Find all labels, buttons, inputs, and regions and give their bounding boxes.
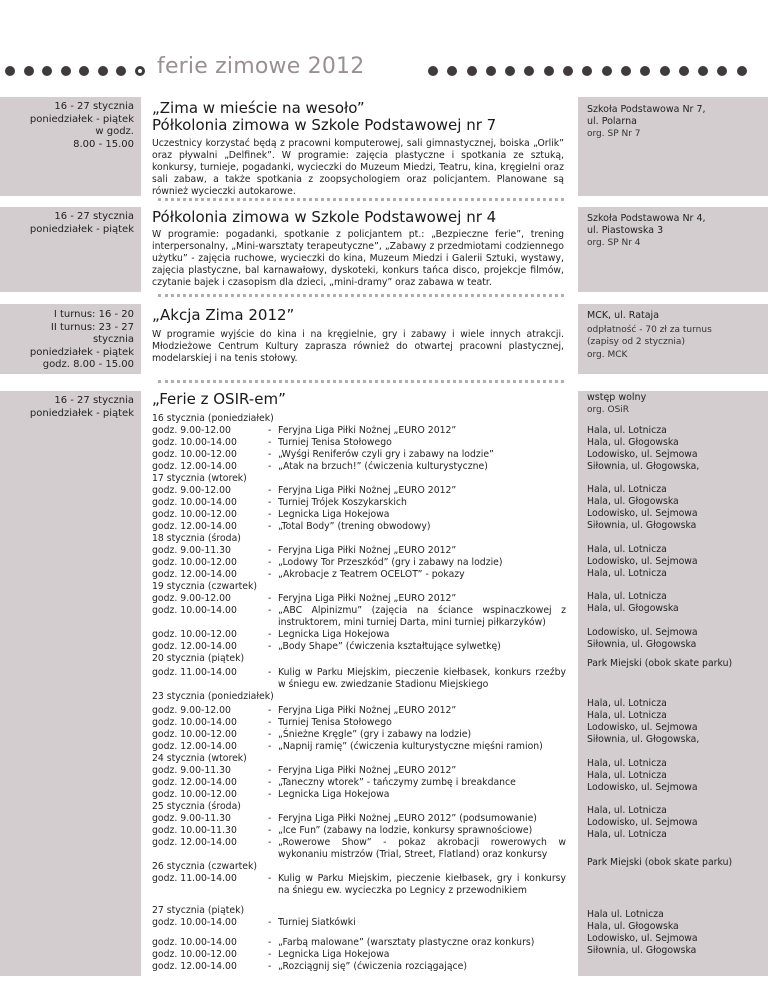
section-body: W programie: pogadanki, spotkanie z policjantem pt.: „Bezpieczne ferie”, trening interpersonalny, „Mini-warsztaty terapeutyczne”, „Zabawy z przedmiotami codziennego użytku” - zajęcia ruchowe, wycieczki do kina, Muzeum Miedzi i Galerii Sztuki, wystawy, zajęcia plastyczne, bal karnawałowy, dyskoteki, konkurs tańca disco, projekcje filmów, czytanie bajek i czasopism dla dzieci, „mini-dramy” oraz zabawa w teatr. — [152, 229, 564, 289]
location-line: Hala, ul. Lotnicza — [587, 698, 667, 709]
location-line: ul. Polarna — [587, 116, 637, 128]
schedule-time: godz. 12.00-14.00 — [152, 521, 237, 532]
dot-icon — [42, 66, 52, 76]
dot-icon — [98, 66, 108, 76]
dot-icon — [717, 66, 727, 76]
schedule-time: godz. 9.00-11.30 — [152, 545, 231, 556]
dash-bullet: - — [268, 813, 272, 824]
schedule-day-label: 20 stycznia (piątek) — [152, 653, 245, 664]
dash-bullet: - — [268, 873, 272, 884]
schedule-time: godz. 9.00-12.00 — [152, 485, 231, 496]
section-body: Uczestnicy korzystać będą z pracowni komputerowej, sali gimnastycznej, boiska „Orlik” oraz pływalni „Delfinek”. W programie: zajęcia plastyczne i spotkania ze sztuką, konkursy, turnieje, pogadanki, wycieczki do Muzeum Miedzi, Teatru, kina, kręgielni oraz sali zabaw, a także spotkania z zoopsychologiem oraz policjantem. Planowane są również wycieczki autokarowe. — [152, 138, 564, 198]
location-block — [587, 857, 765, 869]
schedule-day-label: 24 stycznia (wtorek) — [152, 753, 247, 764]
date-line: 16 - 27 stycznia — [54, 395, 134, 406]
date-line: poniedziałek - piątek — [29, 223, 134, 235]
dot-icon — [737, 66, 747, 76]
location-line: Park Miejski (obok skate parku) — [587, 658, 733, 669]
schedule-time: godz. 12.00-14.00 — [152, 569, 237, 580]
dash-bullet: - — [268, 425, 272, 436]
schedule-day-label: 18 stycznia (środa) — [152, 533, 241, 544]
location-line: wstęp wolny — [587, 392, 647, 403]
date-line: w godz. — [95, 126, 134, 137]
section-body: W programie wyjście do kina i na kręgielnie, gry i zabawy i wiele innych atrakcji. Młodzieżowe Centrum Kultury zaprasza również do otwartej pracowni plastycznej, modelarskiej i na tenis stołowy. — [152, 329, 564, 365]
schedule-activity: „Napnij ramię” (ćwiczenia kulturystyczne mięśni ramion) — [278, 741, 543, 752]
location-line: Hala, ul. Lotnicza — [587, 425, 667, 436]
schedule-time: godz. 9.00-11.30 — [152, 813, 231, 824]
location-line: Siłownia, ul. Głogowska, — [587, 734, 700, 745]
schedule-time: godz. 12.00-14.00 — [152, 777, 237, 788]
section-3-content — [152, 307, 564, 365]
schedule-time: godz. 12.00-14.00 — [152, 961, 237, 972]
dash-bullet: - — [268, 729, 272, 740]
location-block — [587, 627, 765, 651]
schedule-activity: Kulig w Parku Miejskim, pieczenie kiełbasek, gry i konkursy na śniegu ew. wycieczka po Legnicy z przewodnikiem — [278, 873, 566, 896]
location-line: Hala, ul. Głogowska — [587, 437, 679, 448]
dash-bullet: - — [268, 705, 272, 716]
dash-bullet: - — [268, 641, 272, 652]
dash-bullet: - — [268, 497, 272, 508]
dash-bullet: - — [268, 917, 272, 928]
location-line: ul. Piastowska 3 — [587, 225, 664, 237]
dot-icon — [486, 66, 496, 76]
dotted-divider — [158, 294, 564, 298]
dot-icon — [524, 66, 534, 76]
schedule-day-label: 19 stycznia (czwartek) — [152, 581, 258, 592]
schedule-time: godz. 10.00-11.30 — [152, 825, 237, 836]
dot-icon — [116, 66, 126, 76]
schedule-activity: „Total Body” (trening obwodowy) — [278, 521, 431, 532]
location-line: Hala, ul. Lotnicza — [587, 544, 667, 555]
dot-icon — [428, 66, 438, 76]
location-line: Hala, ul. Głogowska — [587, 496, 679, 507]
location-block — [587, 658, 765, 670]
schedule-time: godz. 10.00-12.00 — [152, 449, 237, 460]
section-2-content — [152, 209, 564, 289]
schedule-time: godz. 10.00-14.00 — [152, 605, 237, 616]
dot-icon — [61, 66, 71, 76]
dash-bullet: - — [268, 569, 272, 580]
schedule-time: godz. 9.00-11.30 — [152, 765, 231, 776]
schedule-day-label: 25 stycznia (środa) — [152, 801, 241, 812]
date-line: 8.00 - 15.00 — [73, 138, 134, 150]
location-line: Lodowisko, ul. Sejmowa — [587, 508, 698, 519]
location-line: Siłownia, ul. Głogowska — [587, 520, 697, 531]
organizer: org. SP Nr 7 — [587, 129, 641, 140]
section-title: „Ferie z OSIR-em” — [152, 390, 286, 408]
schedule-day-label: 23 stycznia (poniedziałek) — [152, 691, 274, 702]
schedule-activity: „ABC Alpinizmu” (zajęcia na ściance wspinaczkowej z instruktorem, mini turniej Darta, mini turniej piłkarzyków) — [278, 605, 566, 628]
schedule-time: godz. 10.00-14.00 — [152, 717, 237, 728]
schedule-time: godz. 12.00-14.00 — [152, 461, 237, 472]
schedule-activity: Turniej Siatkówki — [278, 917, 356, 928]
organizer: org. MCK — [587, 349, 628, 360]
section-4-dates — [0, 391, 141, 976]
dot-icon — [5, 66, 15, 76]
dash-bullet: - — [268, 825, 272, 836]
schedule-day-label: 26 stycznia (czwartek) — [152, 861, 258, 872]
schedule-activity: „Śnieżne Kręgle” (gry i zabawy na lodzie) — [278, 729, 472, 740]
location-line: Hala, ul. Głogowska — [587, 603, 679, 614]
dash-bullet: - — [268, 461, 272, 472]
dot-icon — [24, 66, 34, 76]
date-line: stycznia — [92, 334, 134, 345]
schedule-time: godz. 10.00-14.00 — [152, 937, 237, 948]
dot-icon — [698, 66, 708, 76]
dash-bullet: - — [268, 741, 272, 752]
section-title: „Akcja Zima 2012” — [152, 306, 295, 324]
schedule-time: godz. 10.00-12.00 — [152, 557, 237, 568]
dash-bullet: - — [268, 961, 272, 972]
registration-note: (zapisy od 2 stycznia) — [587, 337, 685, 348]
schedule-time: godz. 9.00-12.00 — [152, 593, 231, 604]
date-line: godz. 8.00 - 15.00 — [42, 359, 134, 370]
location-line: Lodowisko, ul. Sejmowa — [587, 556, 698, 567]
location-line: Hala, ul. Lotnicza — [587, 568, 667, 579]
schedule-activity: Feryjna Liga Piłki Nożnej „EURO 2012” — [278, 545, 457, 556]
schedule-activity: Feryjna Liga Piłki Nożnej „EURO 2012” (podsumowanie) — [278, 813, 537, 824]
fee-note: odpłatność - 70 zł za turnus — [587, 325, 712, 336]
schedule-time: godz. 12.00-14.00 — [152, 641, 237, 652]
location-line: Siłownia, ul. Głogowska — [587, 639, 697, 650]
dash-bullet: - — [268, 449, 272, 460]
schedule-time: godz. 10.00-14.00 — [152, 497, 237, 508]
schedule-activity: „Rowerowe Show” - pokaz akrobacji rowerowych w wykonaniu mistrzów (Trial, Street, Flatland) oraz konkursy — [278, 837, 566, 860]
date-line: II turnus: 23 - 27 — [50, 321, 134, 333]
location-line: Park Miejski (obok skate parku) — [587, 857, 733, 868]
location-line: Hala, ul. Lotnicza — [587, 591, 667, 602]
location-line: Lodowisko, ul. Sejmowa — [587, 782, 698, 793]
dot-icon — [679, 66, 689, 76]
section-title: „Zima w mieście na wesoło” — [152, 99, 365, 117]
dot-icon — [467, 66, 477, 76]
dot-icon — [640, 66, 650, 76]
section-4-content — [152, 391, 564, 408]
section-3-location — [578, 304, 768, 374]
schedule-activity: „Wyśgi Reniferów czyli gry i zabawy na lodzie” — [278, 449, 494, 460]
schedule-activity: „Farbą malowane” (warsztaty plastyczne oraz konkurs) — [278, 937, 535, 948]
location-line: Hala, ul. Głogowska — [587, 921, 679, 932]
location-block — [587, 758, 765, 794]
dot-icon — [582, 66, 592, 76]
section-1-dates — [0, 97, 141, 196]
schedule-activity: Feryjna Liga Piłki Nożnej „EURO 2012” — [278, 485, 457, 496]
section-1-location — [578, 97, 768, 196]
location-block — [587, 484, 765, 532]
schedule-time: godz. 11.00-14.00 — [152, 873, 237, 884]
dash-bullet: - — [268, 629, 272, 640]
dash-bullet: - — [268, 593, 272, 604]
dash-bullet: - — [268, 789, 272, 800]
schedule-time: godz. 9.00-12.00 — [152, 425, 231, 436]
dash-bullet: - — [268, 557, 272, 568]
dash-bullet: - — [268, 545, 272, 556]
schedule-day-label: 17 stycznia (wtorek) — [152, 473, 247, 484]
schedule-activity: Legnicka Liga Hokejowa — [278, 629, 390, 640]
schedule-activity: „Ice Fun” (zabawy na lodzie, konkursy sprawnościowe) — [278, 825, 533, 836]
dot-icon — [544, 66, 554, 76]
schedule-time: godz. 10.00-12.00 — [152, 729, 237, 740]
location-block — [587, 805, 765, 841]
location-line: Siłownia, ul. Głogowska, — [587, 461, 700, 472]
page-title: ferie zimowe 2012 — [157, 54, 365, 79]
dot-icon — [505, 66, 515, 76]
schedule-time: godz. 12.00-14.00 — [152, 837, 237, 848]
location-line: Hala, ul. Lotnicza — [587, 770, 667, 781]
schedule-activity: Feryjna Liga Piłki Nożnej „EURO 2012” — [278, 425, 457, 436]
location-line: Siłownia, ul. Głogowska — [587, 945, 697, 956]
location-block — [587, 591, 765, 615]
location-line: Szkoła Podstawowa Nr 4, — [587, 213, 706, 224]
schedule-activity: Feryjna Liga Piłki Nożnej „EURO 2012” — [278, 593, 457, 604]
section-4-location — [578, 391, 768, 976]
schedule-activity: Legnicka Liga Hokejowa — [278, 789, 390, 800]
decorative-dots-left — [5, 66, 145, 76]
date-line: poniedziałek - piątek — [29, 407, 134, 419]
dash-bullet: - — [268, 949, 272, 960]
schedule-activity: Turniej Trójek Koszykarskich — [278, 497, 407, 508]
schedule-activity: „Lodowy Tor Przeszkód” (gry i zabawy na lodzie) — [278, 557, 503, 568]
schedule-activity: Turniej Tenisa Stołowego — [278, 717, 392, 728]
location-line: Hala, ul. Lotnicza — [587, 710, 667, 721]
page-header — [0, 54, 768, 84]
dot-icon — [602, 66, 612, 76]
location-line: Lodowisko, ul. Sejmowa — [587, 627, 698, 638]
schedule-activity: „Akrobacje z Teatrem OCELOT” - pokazy — [278, 569, 465, 580]
location-block — [587, 909, 765, 957]
location-block — [587, 544, 765, 580]
location-line: Hala, ul. Lotnicza — [587, 484, 667, 495]
dotted-divider — [158, 380, 564, 384]
section-3-dates — [0, 304, 141, 374]
dash-bullet: - — [268, 605, 272, 616]
dash-bullet: - — [268, 437, 272, 448]
date-line: poniedziałek - piątek — [29, 346, 134, 358]
schedule-time: godz. 10.00-12.00 — [152, 509, 237, 520]
organizer: org. SP Nr 4 — [587, 238, 641, 249]
dot-icon — [563, 66, 573, 76]
organizer: org. OSiR — [587, 405, 630, 416]
decorative-dots-right — [428, 66, 747, 76]
schedule-activity: Turniej Tenisa Stołowego — [278, 437, 392, 448]
dash-bullet: - — [268, 777, 272, 788]
date-line: 16 - 27 stycznia — [54, 101, 134, 112]
schedule-activity: „Atak na brzuch!” (ćwiczenia kulturystyczne) — [278, 461, 488, 472]
location-line: Hala, ul. Lotnicza — [587, 758, 667, 769]
location-block — [587, 698, 765, 746]
schedule-activity: Legnicka Liga Hokejowa — [278, 949, 390, 960]
schedule-time: godz. 10.00-12.00 — [152, 949, 237, 960]
date-line: I turnus: 16 - 20 — [53, 309, 134, 320]
dash-bullet: - — [268, 765, 272, 776]
schedule-time: godz. 9.00-12.00 — [152, 705, 231, 716]
schedule-time: godz. 12.00-14.00 — [152, 741, 237, 752]
dash-bullet: - — [268, 521, 272, 532]
schedule-time: godz. 10.00-14.00 — [152, 437, 237, 448]
schedule-day-label: 27 stycznia (piątek) — [152, 905, 245, 916]
location-line: Lodowisko, ul. Sejmowa — [587, 817, 698, 828]
date-line: 16 - 27 stycznia — [54, 211, 134, 222]
dash-bullet: - — [268, 485, 272, 496]
section-title: Półkolonia zimowa w Szkole Podstawowej nr 7 — [152, 116, 497, 134]
dash-bullet: - — [268, 667, 272, 678]
schedule-time: godz. 10.00-12.00 — [152, 629, 237, 640]
dot-icon — [447, 66, 457, 76]
dot-icon — [79, 66, 89, 76]
schedule-activity: „Taneczny wtorek” - tańczymy zumbę i breakdance — [278, 777, 516, 788]
location-line: Hala ul. Lotnicza — [587, 909, 664, 920]
schedule-time: godz. 10.00-12.00 — [152, 789, 237, 800]
location-line: Lodowisko, ul. Sejmowa — [587, 449, 698, 460]
location-line: Lodowisko, ul. Sejmowa — [587, 722, 698, 733]
schedule-day-label: 16 stycznia (poniedziałek) — [152, 413, 274, 424]
ring-dot-icon — [135, 66, 145, 76]
schedule-activity: „Body Shape” (ćwiczenia kształtujące sylwetkę) — [278, 641, 501, 652]
section-2-dates — [0, 207, 141, 292]
schedule-activity: Feryjna Liga Piłki Nożnej „EURO 2012” — [278, 765, 457, 776]
schedule-activity: Legnicka Liga Hokejowa — [278, 509, 390, 520]
schedule-time: godz. 10.00-14.00 — [152, 917, 237, 928]
section-2-location — [578, 207, 768, 292]
schedule-activity: Feryjna Liga Piłki Nożnej „EURO 2012” — [278, 705, 457, 716]
dash-bullet: - — [268, 837, 272, 848]
location-line: MCK, ul. Rataja — [587, 310, 660, 321]
dot-icon — [621, 66, 631, 76]
schedule-activity: Kulig w Parku Miejskim, pieczenie kiełbasek, konkurs rzeźby w śniegu ew. zwiedzanie Stadionu Miejskiego — [278, 667, 566, 690]
location-line: Lodowisko, ul. Sejmowa — [587, 933, 698, 944]
location-block — [587, 425, 765, 473]
dash-bullet: - — [268, 937, 272, 948]
section-title: Półkolonia zimowa w Szkole Podstawowej nr 4 — [152, 208, 497, 226]
date-line: poniedziałek - piątek — [29, 113, 134, 125]
location-line: Hala, ul. Lotnicza — [587, 829, 667, 840]
section-1-content — [152, 100, 564, 198]
dotted-divider — [158, 198, 564, 202]
schedule-activity: „Rozciągnij się” (ćwiczenia rozciągające) — [278, 961, 467, 972]
dot-icon — [660, 66, 670, 76]
dash-bullet: - — [268, 509, 272, 520]
schedule-time: godz. 11.00-14.00 — [152, 667, 237, 678]
location-line: Szkoła Podstawowa Nr 7, — [587, 104, 706, 115]
dash-bullet: - — [268, 717, 272, 728]
location-line: Hala, ul. Lotnicza — [587, 805, 667, 816]
